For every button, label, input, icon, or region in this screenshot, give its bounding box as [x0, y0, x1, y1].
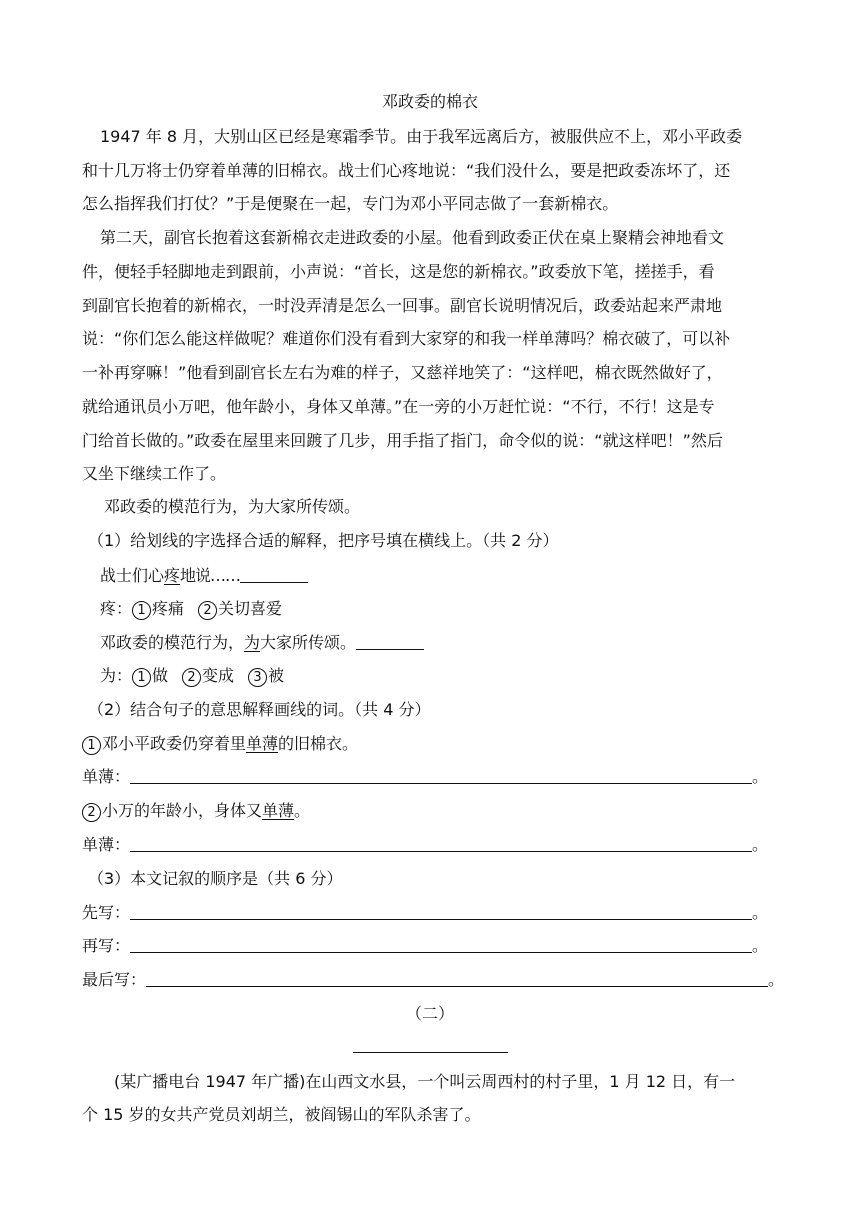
q2-item1	[82, 734, 782, 755]
circled-number-icon: 2	[182, 668, 201, 687]
section2-title-blank[interactable]	[353, 1052, 508, 1053]
q2-answer1-end: 。	[752, 767, 769, 786]
q1-s2-before: 邓政委的模范行为，	[100, 633, 245, 652]
q2-item2-underlined: 单薄	[262, 801, 295, 820]
q3-then-label: 再写：	[82, 936, 131, 955]
para1-line3: 怎么指挥我们打仗？”于是便聚在一起，专门为邓小平同志做了一套新棉衣。	[82, 194, 619, 213]
q2-prompt: （2）结合句子的意思解释画线的词。（共 4 分）	[88, 700, 431, 719]
q1-opt2-c: 被	[268, 666, 285, 685]
q3-last-end: 。	[768, 970, 785, 989]
q3-then-blank[interactable]	[130, 936, 752, 953]
q1-s1-after: 地说……	[180, 566, 241, 585]
q2-item2	[82, 801, 782, 822]
q2-item1-after: 的旧棉衣。	[278, 734, 359, 753]
q1-opt1-label: 疼：	[100, 599, 133, 618]
q3-then	[82, 936, 782, 956]
circled-number-icon: 1	[82, 736, 101, 755]
q1-options-2	[100, 666, 800, 687]
q1-opt1-a: 疼痛	[152, 599, 185, 618]
q2-item1-before: 邓小平政委仍穿着里	[102, 734, 247, 753]
q1-options-1	[100, 599, 800, 620]
q2-answer1	[82, 767, 782, 787]
q3-first-blank[interactable]	[130, 903, 752, 920]
q1-s2-after: 大家所传颂。	[260, 633, 357, 652]
q1-sentence1	[100, 566, 800, 586]
q2-answer2-blank[interactable]	[130, 835, 752, 852]
para1-line2: 和十几万将士仍穿着单薄的旧棉衣。战士们心疼地说：“我们没什么，要是把政委冻坏了，还	[82, 161, 731, 180]
section2-heading: （二）	[405, 1004, 454, 1023]
q3-first-end: 。	[752, 903, 769, 922]
para2-line5: 一补再穿嘛！”他看到副官长左右为难的样子，又慈祥地笑了：“这样吧，棉衣既然做好了，	[82, 363, 723, 382]
q2-item2-after: 。	[294, 801, 311, 820]
para3: 邓政委的模范行为，为大家所传颂。	[104, 497, 361, 516]
para2-line7: 门给首长做的。”政委在屋里来回踱了几步，用手指了指门，命令似的说：“就这样吧！”然后	[82, 431, 723, 450]
q1-sentence2	[100, 633, 800, 653]
q2-answer1-blank[interactable]	[130, 767, 752, 784]
q3-last	[82, 970, 785, 990]
q2-answer1-label: 单薄：	[82, 767, 131, 786]
q1-opt1-b: 关切喜爱	[218, 599, 283, 618]
circled-number-icon: 2	[198, 601, 217, 620]
q3-prompt: （3）本文记叙的顺序是（共 6 分）	[88, 869, 343, 888]
q2-answer2-end: 。	[752, 835, 769, 854]
para2-line4: 说：“你们怎么能这样做呢？难道你们没有看到大家穿的和我一样单薄吗？棉衣破了，可以补	[82, 329, 731, 348]
q3-last-label: 最后写：	[82, 970, 147, 989]
section2-line1: (某广播电台 1947 年广播)在山西文水县，一个叫云周西村的村子里，1 月 12 日，有一	[114, 1072, 736, 1091]
section2-line2: 个 15 岁的女共产党员刘胡兰，被阎锡山的军队杀害了。	[82, 1105, 481, 1124]
circled-number-icon: 1	[132, 668, 151, 687]
q1-answer-blank-1[interactable]	[240, 566, 308, 583]
para2-line8: 又坐下继续工作了。	[82, 464, 227, 483]
q1-s1-before: 战士们心	[100, 566, 165, 585]
circled-number-icon: 3	[248, 668, 267, 687]
q2-answer2	[82, 835, 782, 855]
q3-first-label: 先写：	[82, 903, 131, 922]
circled-number-icon: 1	[132, 601, 151, 620]
q1-s2-underlined: 为	[244, 633, 261, 652]
q3-first	[82, 903, 782, 923]
q2-answer2-label: 单薄：	[82, 835, 131, 854]
q1-s1-underlined: 疼	[164, 566, 181, 585]
q1-opt2-b: 变成	[202, 666, 235, 685]
article-title: 邓政委的棉衣	[381, 92, 478, 111]
q3-then-end: 。	[752, 936, 769, 955]
q3-last-blank[interactable]	[146, 970, 768, 987]
para2-line2: 件，便轻手轻脚地走到跟前，小声说：“首长，这是您的新棉衣。”政委放下笔，搓搓手，看	[82, 262, 715, 281]
q2-item1-underlined: 单薄	[246, 734, 279, 753]
para2-line6: 就给通讯员小万吧，他年龄小，身体又单薄。”在一旁的小万赶忙说：“不行，不行！这是专	[82, 397, 715, 416]
q1-prompt: （1）给划线的字选择合适的解释，把序号填在横线上。（共 2 分）	[88, 531, 559, 550]
q2-item2-before: 小万的年龄小，身体又	[102, 801, 263, 820]
q1-opt2-label: 为：	[100, 666, 133, 685]
q1-answer-blank-2[interactable]	[356, 633, 424, 650]
q1-opt2-a: 做	[152, 666, 169, 685]
para2-line1: 第二天，副官长抱着这套新棉衣走进政委的小屋。他看到政委正伏在桌上聚精会神地看文	[100, 228, 725, 247]
para2-line3: 到副官长抱着的新棉衣，一时没弄清是怎么一回事。副官长说明情况后，政委站起来严肃地	[82, 296, 723, 315]
circled-number-icon: 2	[82, 803, 101, 822]
para1-line1: 1947 年 8 月，大别山区已经是寒霜季节。由于我军远离后方，被服供应不上，邓小平政委	[100, 127, 743, 146]
